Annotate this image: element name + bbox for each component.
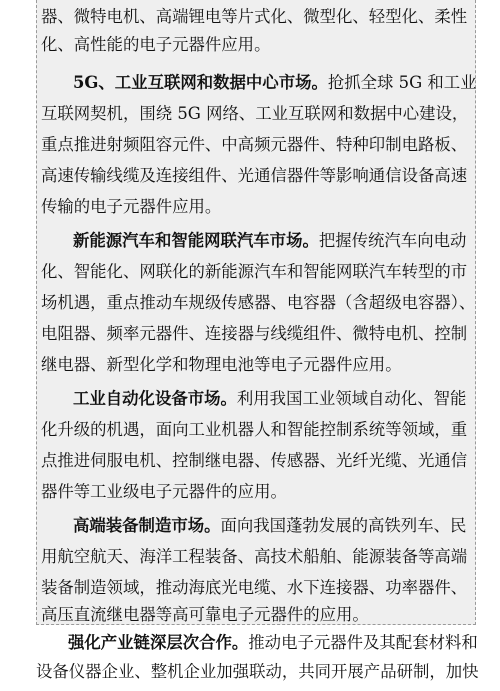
market-5g-title: 5G、工业互联网和数据中心市场。	[73, 73, 328, 92]
market-equipment-first-line	[73, 516, 466, 536]
market-automation-line-2: 化升级的机遇，面向工业机器人和智能控制系统等领域，重	[41, 420, 468, 439]
market-equipment-line-2: 用航空航天、海洋工程装备、高技术船舶、能源装备等高端	[41, 547, 468, 566]
market-automation-text-start: 利用我国工业领域自动化、智能	[236, 389, 467, 408]
market-nev-line-5: 继电器、新型化学和物理电池等电子元器件应用。	[41, 355, 402, 374]
market-5g-line-2: 互联网契机，围绕 5G 网络、工业互联网和数据中心建设，	[41, 104, 469, 123]
highlight-box	[36, 0, 476, 625]
market-5g-first-line	[73, 73, 477, 93]
market-automation-line-4: 器件等工业级电子元器件的应用。	[41, 482, 287, 501]
intro-line-2: 化、高性能的电子元器件应用。	[41, 35, 271, 54]
market-nev-line-2: 化、智能化、网联化的新能源汽车和智能网联汽车转型的市	[41, 262, 468, 281]
market-equipment-line-4: 高压直流继电器等高可靠电子元器件的应用。	[41, 605, 369, 624]
market-nev-first-line	[73, 231, 466, 251]
body-text-start: 推动电子元器件及其配套材料和	[248, 633, 478, 652]
market-nev-line-4: 电阻器、频率元器件、连接器与线缆组件、微特电机、控制	[41, 324, 468, 343]
body-first-line	[68, 633, 478, 653]
intro-line-1: 器、微特电机、高端锂电等片式化、微型化、轻型化、柔性	[41, 7, 468, 26]
market-equipment-text-start: 面向我国蓬勃发展的高铁列车、民	[220, 516, 467, 535]
market-nev-title: 新能源汽车和智能网联汽车市场。	[73, 231, 319, 250]
body-heading: 强化产业链深层次合作。	[68, 633, 249, 652]
market-5g-line-3: 重点推进射频阻容元件、中高频元器件、特种印制电路板、	[41, 135, 468, 154]
market-automation-title: 工业自动化设备市场。	[73, 389, 237, 408]
market-equipment-line-3: 装备制造领域，推动海底光电缆、水下连接器、功率器件、	[41, 578, 468, 597]
body-line-2: 设备仪器企业、整机企业加强联动，共同开展产品研制，加快	[36, 662, 479, 681]
market-nev-text-start: 把握传统汽车向电动	[318, 231, 467, 250]
market-automation-first-line	[73, 389, 466, 409]
market-automation-line-3: 点推进伺服电机、控制继电器、传感器、光纤光缆、光通信	[41, 451, 468, 470]
market-equipment-title: 高端装备制造市场。	[73, 516, 221, 535]
market-5g-line-5: 传输的电子元器件应用。	[41, 197, 222, 216]
market-5g-line-4: 高速传输线缆及连接组件、光通信器件等影响通信设备高速	[41, 166, 468, 185]
market-5g-text-start: 抢抓全球 5G 和工业	[327, 73, 477, 92]
market-nev-line-3: 场机遇，重点推动车规级传感器、电容器（含超级电容器）、	[41, 293, 476, 312]
